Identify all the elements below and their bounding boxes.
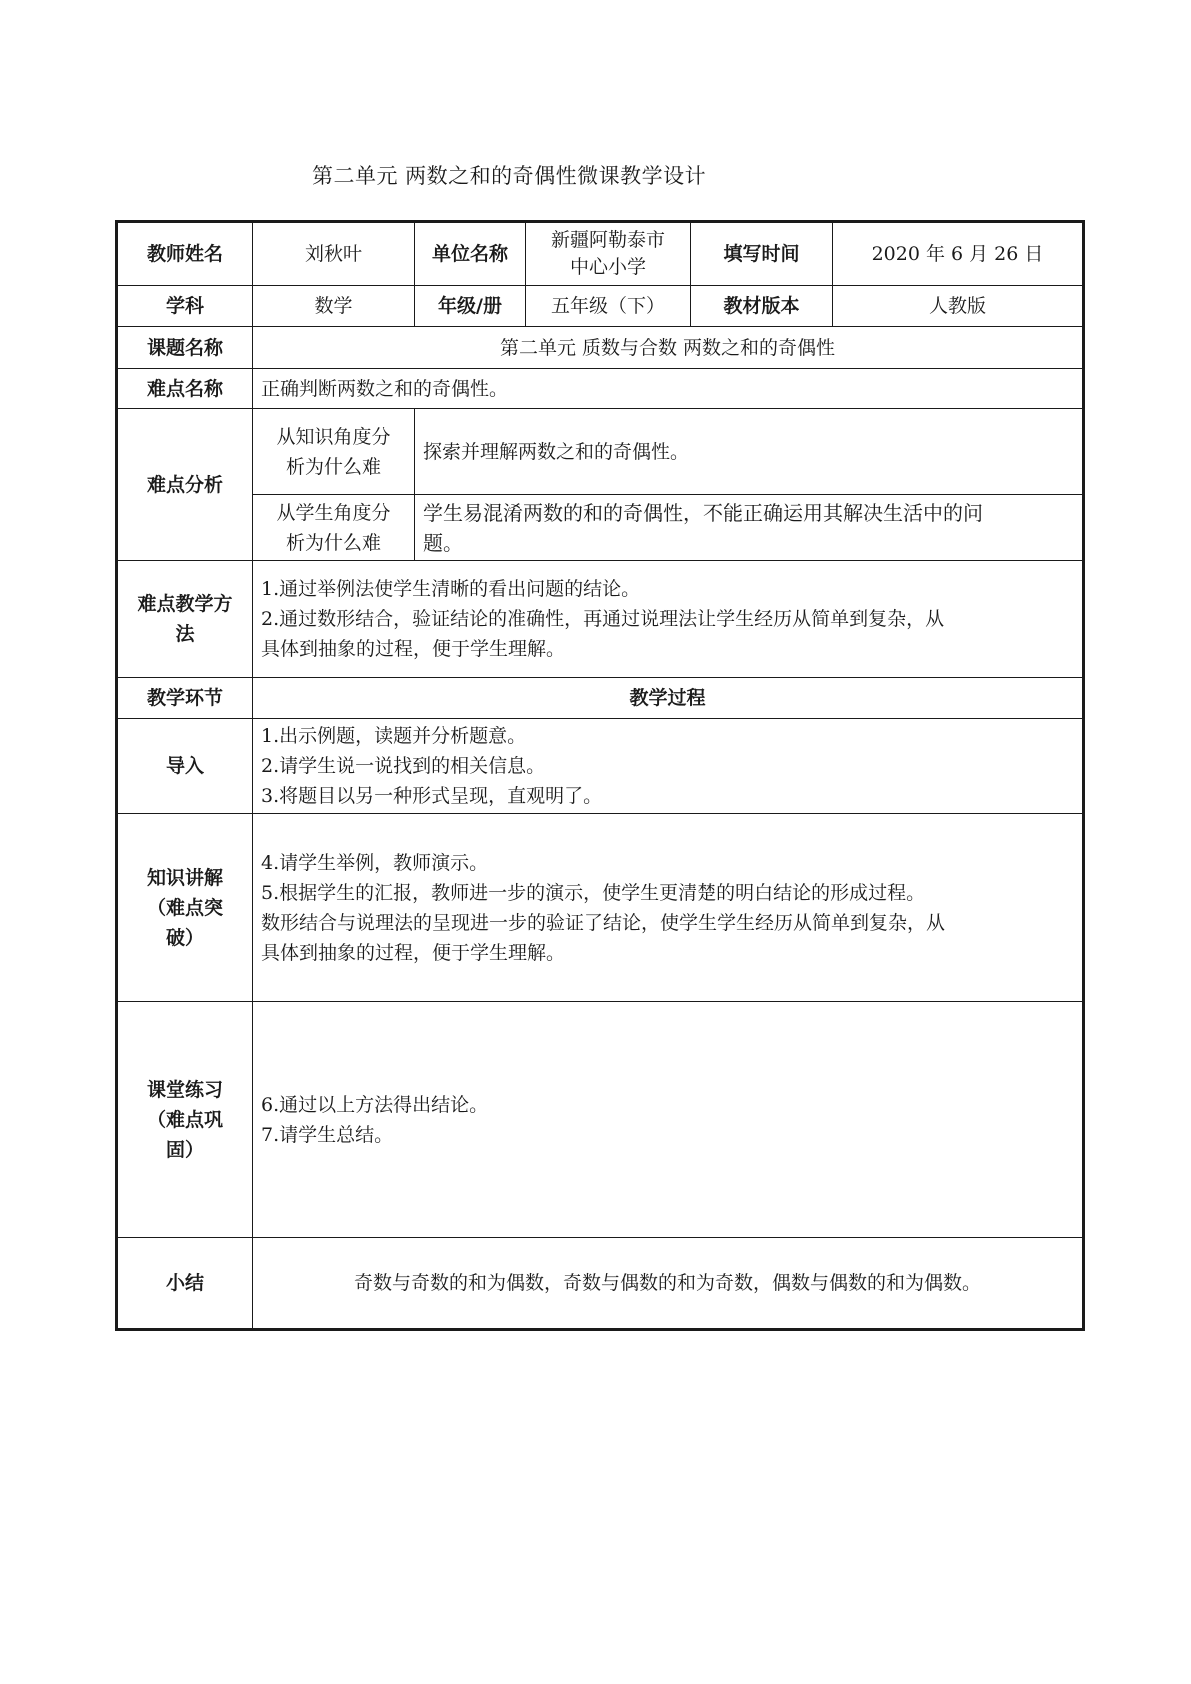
unit-value xyxy=(526,222,691,286)
knowledge-angle-label-line2: 析为什么难 xyxy=(285,455,381,478)
knowledge-angle-value: 探索并理解两数之和的奇偶性。 xyxy=(415,409,1084,495)
student-angle-label-line1: 从学生角度分 xyxy=(276,501,391,524)
teacher-value: 刘秋叶 xyxy=(253,222,415,286)
student-angle-label xyxy=(253,495,415,561)
intro-value xyxy=(253,719,1084,814)
practice-label xyxy=(117,1002,253,1238)
explain-line4: 具体到抽象的过程，便于学生理解。 xyxy=(261,941,566,964)
date-label: 填写时间 xyxy=(691,222,833,286)
analysis-row-student xyxy=(117,495,1084,561)
summary-label: 小结 xyxy=(117,1238,253,1330)
unit-label: 单位名称 xyxy=(415,222,526,286)
knowledge-angle-label xyxy=(253,409,415,495)
process-header: 教学过程 xyxy=(253,678,1084,719)
explain-row xyxy=(117,814,1084,1002)
intro-line3: 3.将题目以另一种形式呈现，直观明了。 xyxy=(261,785,603,807)
unit-value-line1: 新疆阿勒泰市 xyxy=(550,229,665,251)
method-label-line1: 难点教学方 xyxy=(137,593,233,615)
unit-value-line2: 中心小学 xyxy=(569,256,646,278)
explain-label xyxy=(117,814,253,1002)
explain-label-line1: 知识讲解 xyxy=(146,866,223,889)
practice-row xyxy=(117,1002,1084,1238)
subject-value: 数学 xyxy=(253,286,415,327)
stage-header: 教学环节 xyxy=(117,678,253,719)
explain-label-line2: （难点突 xyxy=(146,896,223,919)
explain-line3: 数形结合与说理法的呈现进一步的验证了结论，使学生学生经历从简单到复杂，从 xyxy=(261,911,946,934)
method-label-line2: 法 xyxy=(175,623,195,645)
method-row xyxy=(117,561,1084,678)
method-line2: 2.通过数形结合，验证结论的准确性，再通过说理法让学生经历从简单到复杂，从 xyxy=(261,608,945,630)
student-angle-value-line2: 题。 xyxy=(423,530,463,555)
topic-label: 课题名称 xyxy=(117,327,253,369)
explain-line1: 4.请学生举例，教师演示。 xyxy=(261,851,489,874)
date-value: 2020 年 6 月 26 日 xyxy=(833,222,1084,286)
process-header-row xyxy=(117,678,1084,719)
practice-label-line2: （难点巩 xyxy=(146,1108,223,1131)
topic-value: 第二单元 质数与合数 两数之和的奇偶性 xyxy=(253,327,1084,369)
intro-row xyxy=(117,719,1084,814)
practice-line1: 6.通过以上方法得出结论。 xyxy=(261,1093,489,1116)
explain-line2: 5.根据学生的汇报，教师进一步的演示，使学生更清楚的明白结论的形成过程。 xyxy=(261,881,926,904)
intro-line2: 2.请学生说一说找到的相关信息。 xyxy=(261,755,546,777)
difficulty-label: 难点名称 xyxy=(117,369,253,409)
student-angle-value-line1: 学生易混淆两数的和的奇偶性，不能正确运用其解决生活中的问 xyxy=(423,500,983,525)
practice-value xyxy=(253,1002,1084,1238)
method-value xyxy=(253,561,1084,678)
explain-value xyxy=(253,814,1084,1002)
method-label xyxy=(117,561,253,678)
difficulty-row xyxy=(117,369,1084,409)
summary-value: 奇数与奇数的和为偶数，奇数与偶数的和为奇数，偶数与偶数的和为偶数。 xyxy=(253,1238,1084,1330)
method-line3: 具体到抽象的过程，便于学生理解。 xyxy=(261,638,566,660)
analysis-row-knowledge xyxy=(117,409,1084,495)
analysis-label: 难点分析 xyxy=(117,409,253,561)
knowledge-angle-label-line1: 从知识角度分 xyxy=(276,425,391,448)
practice-label-line3: 固） xyxy=(165,1138,204,1161)
topic-row xyxy=(117,327,1084,369)
subject-label: 学科 xyxy=(117,286,253,327)
explain-label-line3: 破） xyxy=(165,926,204,949)
practice-label-line1: 课堂练习 xyxy=(146,1078,223,1101)
summary-row xyxy=(117,1238,1084,1330)
student-angle-label-line2: 析为什么难 xyxy=(285,531,381,554)
lesson-design-table xyxy=(115,220,1085,1331)
grade-value: 五年级（下） xyxy=(526,286,691,327)
teacher-label: 教师姓名 xyxy=(117,222,253,286)
grade-label: 年级/册 xyxy=(415,286,526,327)
method-line1: 1.通过举例法使学生清晰的看出问题的结论。 xyxy=(261,578,641,600)
practice-line2: 7.请学生总结。 xyxy=(261,1123,394,1146)
info-row-1 xyxy=(117,222,1084,286)
edition-value: 人教版 xyxy=(833,286,1084,327)
edition-label: 教材版本 xyxy=(691,286,833,327)
page-title: 第二单元 两数之和的奇偶性微课教学设计 xyxy=(312,164,707,188)
intro-label: 导入 xyxy=(117,719,253,814)
info-row-2 xyxy=(117,286,1084,327)
difficulty-value: 正确判断两数之和的奇偶性。 xyxy=(253,369,1084,409)
intro-line1: 1.出示例题，读题并分析题意。 xyxy=(261,725,527,747)
student-angle-value xyxy=(415,495,1084,561)
